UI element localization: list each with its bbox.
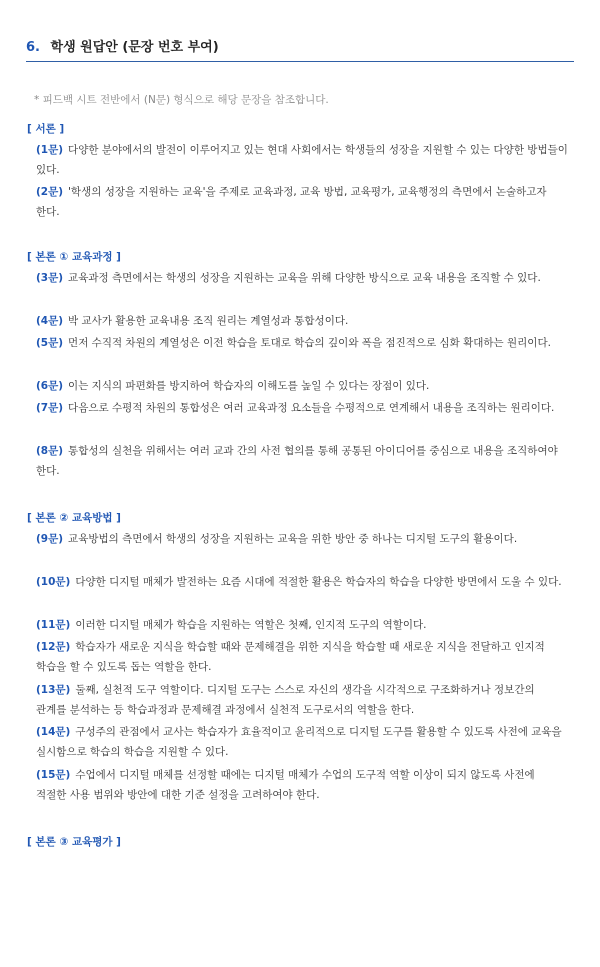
sentence-text: 이는 지식의 파편화를 방지하여 학습자의 이해도를 높일 수 있다는 장점이 있다. — [68, 380, 430, 392]
section-header-title: 학생 원답안 (문장 번호 부여) — [50, 40, 219, 55]
sentence-text: 다양한 분야에서의 발전이 이루어지고 있는 현대 사회에서는 학생들의 성장을 지원할 수 있는 다양한 방법들이 있다. — [36, 144, 568, 176]
sentence-label: (1문) — [36, 144, 64, 156]
sentence-14 — [36, 722, 568, 762]
sentence-text: 교육과정 측면에서는 학생의 성장을 지원하는 교육을 위해 다양한 방식으로 교육 내용을 조직할 수 있다. — [68, 272, 541, 284]
sentence-6 — [36, 376, 568, 396]
sentence-text: 이러한 디지털 매체가 학습을 지원하는 역할은 첫째, 인지적 도구의 역할이다. — [75, 619, 427, 631]
sentence-text: 수업에서 디지털 매체를 선정할 때에는 디지털 매체가 수업의 도구적 역할 이상이 되지 않도록 사전에 적절한 사용 범위와 방안에 대한 기준 설정을 고려하여야 한다. — [36, 769, 535, 801]
section-title-intro: [ 서론 ] — [27, 123, 65, 135]
sentence-text: 박 교사가 활용한 교육내용 조직 원리는 계열성과 통합성이다. — [68, 315, 349, 327]
sentence-text: 먼저 수직적 차원의 계열성은 이전 학습을 토대로 학습의 깊이와 폭을 점진적으로 심화 확대하는 원리이다. — [68, 337, 551, 349]
section-header — [26, 36, 574, 62]
sentence-13 — [36, 680, 568, 720]
sentence-10 — [36, 572, 568, 592]
sentence-text: 다음으로 수평적 차원의 통합성은 여러 교육과정 요소들을 수평적으로 연계해서 내용을 조직하는 원리이다. — [68, 402, 555, 414]
sentence-label: (5문) — [36, 337, 64, 349]
sentence-11 — [36, 615, 568, 635]
sentence-label: (10문) — [36, 576, 71, 588]
sentence-7 — [36, 398, 568, 418]
sentence-label: (15문) — [36, 769, 71, 781]
section-number: 6. — [26, 40, 40, 55]
sentence-label: (6문) — [36, 380, 64, 392]
sentence-12 — [36, 637, 568, 677]
sentence-text: 학습자가 새로운 지식을 학습할 때와 문제해결을 위한 지식을 학습할 때 새로운 지식을 전달하고 인지적 학습을 할 수 있도록 돕는 역할을 한다. — [36, 641, 545, 673]
sentence-5 — [36, 333, 568, 353]
sentence-2 — [36, 182, 568, 222]
sentence-4 — [36, 311, 568, 331]
sentence-label: (3문) — [36, 272, 64, 284]
sentence-label: (9문) — [36, 533, 64, 545]
sentence-8 — [36, 441, 568, 481]
sentence-15 — [36, 765, 568, 805]
sentence-label: (11문) — [36, 619, 71, 631]
sentence-text: 통합성의 실천을 위해서는 여러 교과 간의 사전 협의를 통해 공통된 아이디어를 중심으로 내용을 조직하여야 한다. — [36, 445, 558, 477]
section-title-curriculum: [ 본론 ① 교육과정 ] — [27, 251, 121, 263]
sentence-text: 구성주의 관점에서 교사는 학습자가 효율적이고 윤리적으로 디지털 도구를 활용할 수 있도록 사전에 교육을 실시함으로 학습의 학습을 지원할 수 있다. — [36, 726, 562, 758]
reference-note: * 피드백 시트 전반에서 (N문) 형식으로 해당 문장을 참조합니다. — [34, 94, 329, 106]
sentence-label: (8문) — [36, 445, 64, 457]
sentence-9 — [36, 529, 568, 549]
sentence-3 — [36, 268, 568, 288]
sentence-label: (2문) — [36, 186, 64, 198]
sentence-label: (7문) — [36, 402, 64, 414]
sentence-label: (12문) — [36, 641, 71, 653]
sentence-text: 교육방법의 측면에서 학생의 성장을 지원하는 교육을 위한 방안 중 하나는 디지털 도구의 활용이다. — [68, 533, 518, 545]
section-title-methods: [ 본론 ② 교육방법 ] — [27, 512, 121, 524]
sentence-1 — [36, 140, 568, 180]
sentence-text: '학생의 성장을 지원하는 교육'을 주제로 교육과정, 교육 방법, 교육평가, 교육행정의 측면에서 논술하고자 한다. — [36, 186, 547, 218]
sentence-text: 다양한 디지털 매체가 발전하는 요즘 시대에 적절한 활용은 학습자의 학습을 다양한 방면에서 도울 수 있다. — [75, 576, 562, 588]
sentence-text: 둘째, 실천적 도구 역할이다. 디지털 도구는 스스로 자신의 생각을 시각적으로 구조화하거나 정보간의 관계를 분석하는 등 학습과정과 문제해결 과정에서 실천적 도구로서의 역할을 한다. — [36, 684, 535, 716]
section-title-evaluation: [ 본론 ③ 교육평가 ] — [27, 836, 121, 848]
sentence-label: (4문) — [36, 315, 64, 327]
sentence-label: (13문) — [36, 684, 71, 696]
sentence-label: (14문) — [36, 726, 71, 738]
